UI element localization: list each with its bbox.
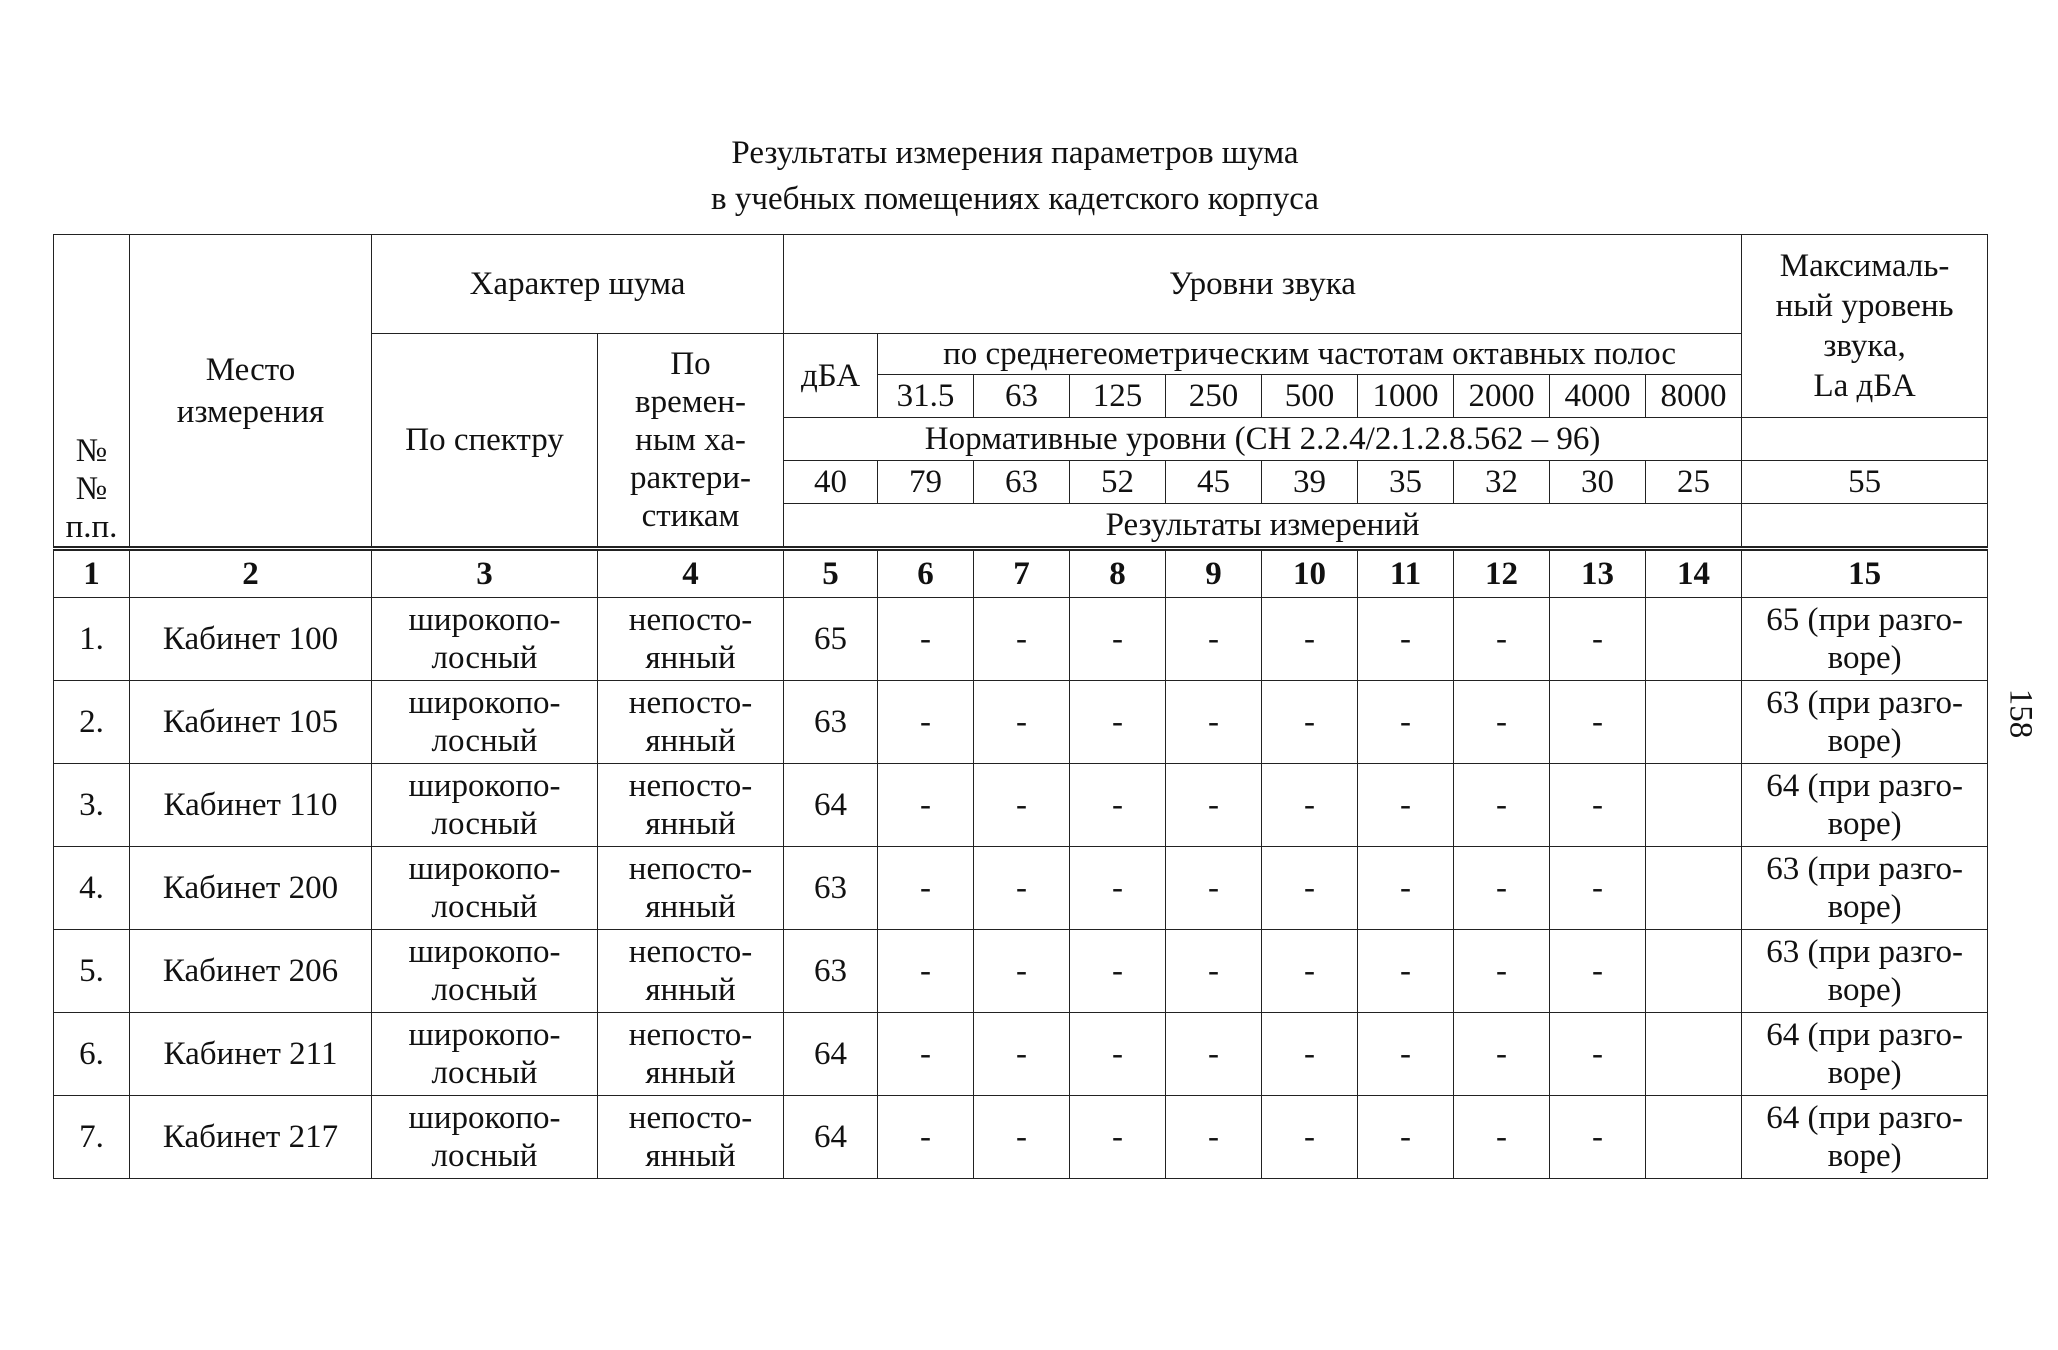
- row-max-level-line: 64 (при разго-: [1766, 1100, 1963, 1136]
- row-dba: 63: [784, 681, 878, 764]
- row-spectrum: [372, 598, 598, 681]
- table-row: [54, 1096, 1988, 1179]
- row-dba: 63: [784, 847, 878, 930]
- freq-cell: 31.5: [878, 375, 974, 418]
- row-spectrum: [372, 930, 598, 1013]
- row-spectrum-line: широкопо-: [408, 934, 561, 970]
- num-col-line: №: [75, 433, 108, 469]
- row-dba: 63: [784, 930, 878, 1013]
- freq-cell: 2000: [1454, 375, 1550, 418]
- by-time-line: рактери-: [630, 460, 751, 496]
- row-band-value: [1646, 681, 1742, 764]
- row-dba: 64: [784, 1013, 878, 1096]
- row-band-value: -: [1166, 764, 1262, 847]
- page-number: 158: [2002, 688, 2039, 739]
- row-time-line: непосто-: [628, 934, 753, 970]
- row-place: Кабинет 217: [130, 1096, 372, 1179]
- row-place: Кабинет 110: [130, 764, 372, 847]
- row-band-value: -: [1358, 1013, 1454, 1096]
- row-number: 2.: [54, 681, 130, 764]
- row-band-value: -: [1454, 764, 1550, 847]
- table-row: [54, 764, 1988, 847]
- row-max-level-line: 63 (при разго-: [1766, 934, 1963, 970]
- row-spectrum-line: лосный: [431, 1055, 538, 1091]
- header-sound-levels: Уровни звука: [784, 235, 1742, 334]
- place-line: измерения: [176, 393, 325, 430]
- document-title: [0, 130, 2030, 222]
- column-number: 2: [130, 549, 372, 598]
- row-band-value: -: [1262, 764, 1358, 847]
- title-line-1: Результаты измерения параметров шума: [731, 135, 1299, 171]
- row-spectrum-line: широкопо-: [408, 602, 561, 638]
- row-spectrum-line: широкопо-: [408, 1100, 561, 1136]
- row-time: [598, 847, 784, 930]
- row-band-value: -: [1262, 1096, 1358, 1179]
- row-max-level: [1742, 1096, 1988, 1179]
- row-max-level-line: 64 (при разго-: [1766, 768, 1963, 804]
- row-band-value: [1646, 598, 1742, 681]
- row-spectrum-line: лосный: [431, 972, 538, 1008]
- row-time-line: непосто-: [628, 851, 753, 887]
- row-band-value: -: [1262, 930, 1358, 1013]
- row-time-line: янный: [645, 1138, 736, 1174]
- column-number-row: [54, 549, 1988, 598]
- row-spectrum-line: широкопо-: [408, 851, 561, 887]
- header-by-spectrum: По спектру: [372, 334, 598, 549]
- row-dba: 64: [784, 1096, 878, 1179]
- column-number: 5: [784, 549, 878, 598]
- row-time-line: непосто-: [628, 1100, 753, 1136]
- normative-value: 52: [1070, 461, 1166, 504]
- row-spectrum-line: лосный: [431, 889, 538, 925]
- row-band-value: -: [1166, 1013, 1262, 1096]
- row-max-level-line: воре): [1827, 640, 1902, 676]
- max-level-line: La дБА: [1813, 368, 1916, 404]
- column-number: 11: [1358, 549, 1454, 598]
- header-num-col: [54, 235, 130, 549]
- freq-cell: 63: [974, 375, 1070, 418]
- row-band-value: -: [974, 681, 1070, 764]
- row-band-value: -: [974, 764, 1070, 847]
- row-band-value: -: [1166, 930, 1262, 1013]
- row-band-value: -: [878, 598, 974, 681]
- row-band-value: [1646, 930, 1742, 1013]
- row-band-value: -: [1070, 1096, 1166, 1179]
- freq-cell: 1000: [1358, 375, 1454, 418]
- header-normative-label: Нормативные уровни (СН 2.2.4/2.1.2.8.562 – 96): [784, 418, 1742, 461]
- freq-cell: 500: [1262, 375, 1358, 418]
- row-band-value: -: [878, 681, 974, 764]
- row-band-value: -: [1358, 1096, 1454, 1179]
- row-band-value: [1646, 1096, 1742, 1179]
- row-time-line: непосто-: [628, 602, 753, 638]
- row-max-level-line: 64 (при разго-: [1766, 1017, 1963, 1053]
- row-band-value: -: [1166, 598, 1262, 681]
- row-band-value: [1646, 764, 1742, 847]
- column-number: 3: [372, 549, 598, 598]
- row-max-level-line: воре): [1827, 1138, 1902, 1174]
- row-place: Кабинет 100: [130, 598, 372, 681]
- noise-results-table: [53, 234, 1988, 1179]
- header-max-level: [1742, 235, 1988, 418]
- header-octave-label: по среднегеометрическим частотам октавных полос: [878, 334, 1742, 375]
- row-spectrum: [372, 681, 598, 764]
- row-band-value: -: [1166, 1096, 1262, 1179]
- row-band-value: -: [878, 930, 974, 1013]
- row-band-value: -: [1550, 598, 1646, 681]
- column-number: 7: [974, 549, 1070, 598]
- row-dba: 64: [784, 764, 878, 847]
- max-level-line: ный уровень: [1775, 288, 1954, 324]
- normative-value: 30: [1550, 461, 1646, 504]
- row-spectrum: [372, 847, 598, 930]
- row-max-level-line: 65 (при разго-: [1766, 602, 1963, 638]
- row-band-value: -: [1454, 930, 1550, 1013]
- row-spectrum: [372, 764, 598, 847]
- row-spectrum-line: лосный: [431, 806, 538, 842]
- table-row: [54, 598, 1988, 681]
- row-band-value: -: [1070, 598, 1166, 681]
- row-band-value: -: [1454, 1013, 1550, 1096]
- row-time: [598, 930, 784, 1013]
- normative-max-value: 55: [1742, 461, 1988, 504]
- row-spectrum-line: широкопо-: [408, 1017, 561, 1053]
- row-spectrum: [372, 1013, 598, 1096]
- table-header: [54, 235, 1988, 549]
- row-band-value: -: [1550, 1013, 1646, 1096]
- row-band-value: -: [1262, 1013, 1358, 1096]
- row-max-level-line: 63 (при разго-: [1766, 851, 1963, 887]
- row-band-value: -: [1262, 598, 1358, 681]
- row-band-value: -: [974, 847, 1070, 930]
- row-band-value: -: [1454, 1096, 1550, 1179]
- row-max-level: [1742, 764, 1988, 847]
- row-band-value: -: [1358, 930, 1454, 1013]
- column-number: 14: [1646, 549, 1742, 598]
- row-band-value: -: [1454, 847, 1550, 930]
- row-band-value: -: [878, 847, 974, 930]
- header-results-label: Результаты измерений: [784, 504, 1742, 549]
- max-level-spacer: [1742, 418, 1988, 461]
- place-line: Место: [205, 351, 296, 388]
- table-row: [54, 847, 1988, 930]
- row-time-line: непосто-: [628, 1017, 753, 1053]
- row-time-line: непосто-: [628, 685, 753, 721]
- row-max-level-line: воре): [1827, 889, 1902, 925]
- row-band-value: [1646, 1013, 1742, 1096]
- row-max-level-line: воре): [1827, 723, 1902, 759]
- header-noise-character: Характер шума: [372, 235, 784, 334]
- row-band-value: -: [1358, 764, 1454, 847]
- row-max-level: [1742, 847, 1988, 930]
- row-band-value: -: [1550, 681, 1646, 764]
- row-band-value: -: [1070, 764, 1166, 847]
- header-dba: дБА: [784, 334, 878, 418]
- row-band-value: -: [1262, 681, 1358, 764]
- row-max-level-line: воре): [1827, 972, 1902, 1008]
- row-band-value: -: [974, 1013, 1070, 1096]
- normative-value: 25: [1646, 461, 1742, 504]
- normative-value: 45: [1166, 461, 1262, 504]
- table-body: [54, 549, 1988, 598]
- row-number: 1.: [54, 598, 130, 681]
- row-time-line: янный: [645, 723, 736, 759]
- column-number: 15: [1742, 549, 1988, 598]
- row-band-value: -: [1166, 681, 1262, 764]
- row-number: 5.: [54, 930, 130, 1013]
- normative-value: 35: [1358, 461, 1454, 504]
- row-band-value: [1646, 847, 1742, 930]
- by-time-line: стикам: [641, 498, 740, 534]
- row-band-value: -: [1262, 847, 1358, 930]
- by-time-line: По: [670, 346, 711, 382]
- row-number: 3.: [54, 764, 130, 847]
- row-band-value: -: [878, 1096, 974, 1179]
- row-spectrum-line: широкопо-: [408, 685, 561, 721]
- header-by-time: [598, 334, 784, 549]
- num-col-line: №: [75, 471, 108, 507]
- row-max-level: [1742, 681, 1988, 764]
- row-place: Кабинет 105: [130, 681, 372, 764]
- row-time-line: янный: [645, 889, 736, 925]
- row-band-value: -: [1454, 681, 1550, 764]
- row-number: 4.: [54, 847, 130, 930]
- row-band-value: -: [1550, 764, 1646, 847]
- row-max-level-line: воре): [1827, 1055, 1902, 1091]
- row-band-value: -: [1358, 681, 1454, 764]
- row-max-level: [1742, 930, 1988, 1013]
- column-number: 4: [598, 549, 784, 598]
- row-dba: 65: [784, 598, 878, 681]
- row-place: Кабинет 206: [130, 930, 372, 1013]
- row-time: [598, 1096, 784, 1179]
- num-col-line: п.п.: [65, 509, 118, 545]
- row-place: Кабинет 200: [130, 847, 372, 930]
- row-time: [598, 764, 784, 847]
- row-band-value: -: [1070, 681, 1166, 764]
- title-line-2: в учебных помещениях кадетского корпуса: [711, 181, 1319, 217]
- row-spectrum-line: лосный: [431, 640, 538, 676]
- column-number: 9: [1166, 549, 1262, 598]
- row-max-level: [1742, 1013, 1988, 1096]
- freq-cell: 125: [1070, 375, 1166, 418]
- table-row: [54, 681, 1988, 764]
- normative-value: 79: [878, 461, 974, 504]
- freq-cell: 8000: [1646, 375, 1742, 418]
- row-band-value: -: [1166, 847, 1262, 930]
- row-time-line: янный: [645, 640, 736, 676]
- column-number: 1: [54, 549, 130, 598]
- row-time: [598, 681, 784, 764]
- column-number: 13: [1550, 549, 1646, 598]
- row-time-line: непосто-: [628, 768, 753, 804]
- row-place: Кабинет 211: [130, 1013, 372, 1096]
- freq-cell: 250: [1166, 375, 1262, 418]
- row-band-value: -: [1358, 598, 1454, 681]
- table-row: [54, 930, 1988, 1013]
- row-spectrum: [372, 1096, 598, 1179]
- row-max-level-line: 63 (при разго-: [1766, 685, 1963, 721]
- row-band-value: -: [1550, 930, 1646, 1013]
- column-number: 8: [1070, 549, 1166, 598]
- row-band-value: -: [974, 598, 1070, 681]
- by-time-line: ным ха-: [635, 422, 746, 458]
- row-spectrum-line: лосный: [431, 723, 538, 759]
- row-band-value: -: [1358, 847, 1454, 930]
- by-time-line: времен-: [635, 384, 746, 420]
- row-number: 6.: [54, 1013, 130, 1096]
- normative-value: 63: [974, 461, 1070, 504]
- normative-value: 39: [1262, 461, 1358, 504]
- freq-cell: 4000: [1550, 375, 1646, 418]
- data-rows: [54, 598, 1988, 1179]
- row-time: [598, 1013, 784, 1096]
- column-number: 10: [1262, 549, 1358, 598]
- row-band-value: -: [1454, 598, 1550, 681]
- max-level-line: Максималь-: [1779, 248, 1950, 284]
- results-max-spacer: [1742, 504, 1988, 549]
- normative-value: 40: [784, 461, 878, 504]
- column-number: 12: [1454, 549, 1550, 598]
- row-band-value: -: [1070, 847, 1166, 930]
- normative-value: 32: [1454, 461, 1550, 504]
- row-band-value: -: [974, 930, 1070, 1013]
- header-place: [130, 235, 372, 549]
- row-number: 7.: [54, 1096, 130, 1179]
- row-max-level-line: воре): [1827, 806, 1902, 842]
- row-band-value: -: [878, 764, 974, 847]
- row-band-value: -: [878, 1013, 974, 1096]
- row-band-value: -: [1070, 930, 1166, 1013]
- max-level-line: звука,: [1823, 328, 1906, 364]
- row-time-line: янный: [645, 1055, 736, 1091]
- row-time-line: янный: [645, 806, 736, 842]
- column-number: 6: [878, 549, 974, 598]
- row-band-value: -: [1070, 1013, 1166, 1096]
- table-row: [54, 1013, 1988, 1096]
- row-max-level: [1742, 598, 1988, 681]
- row-band-value: -: [1550, 1096, 1646, 1179]
- row-time: [598, 598, 784, 681]
- row-band-value: -: [1550, 847, 1646, 930]
- row-spectrum-line: лосный: [431, 1138, 538, 1174]
- row-spectrum-line: широкопо-: [408, 768, 561, 804]
- row-band-value: -: [974, 1096, 1070, 1179]
- row-time-line: янный: [645, 972, 736, 1008]
